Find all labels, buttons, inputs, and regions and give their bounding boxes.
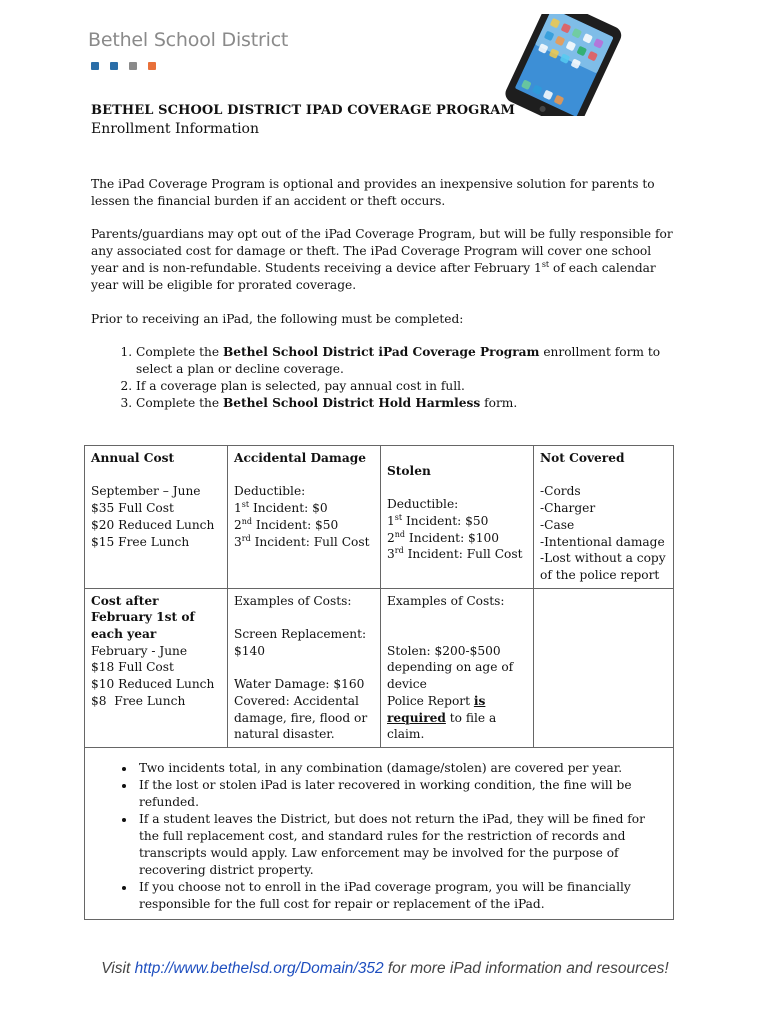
- steps-list: [91, 344, 684, 412]
- annual-cost-cell: Annual Cost September – June $35 Full Cost $20 Reduced Lunch $15 Free Lunch: [85, 446, 228, 589]
- logo-square-4: [148, 62, 156, 70]
- list-item: • If you choose not to enroll in the iPad coverage program, you will be financially responsible for the full cost for repair or replacement of the iPad.: [136, 879, 667, 913]
- notes-list: [91, 760, 667, 913]
- footer: Visit http://www.bethelsd.org/Domain/352 for more iPad information and resources!: [101, 960, 669, 977]
- accidental-examples-cell: Examples of Costs: Screen Replacement: $140 Water Damage: $160 Covered: Accidental damage, fire, flood or natural disaster.: [228, 588, 381, 747]
- table-row: [85, 446, 674, 589]
- logo-square-2: [110, 62, 118, 70]
- not-covered-cell: Not Covered -Cords -Charger -Case -Intentional damage -Lost without a copy of the police report: [534, 446, 674, 589]
- district-logo-text: Bethel School District: [88, 29, 289, 51]
- list-item: • Two incidents total, in any combination (damage/stolen) are covered per year.: [136, 760, 667, 777]
- stolen-deductible-cell: Stolen Deductible: 1st Incident: $50 2nd Incident: $100 3rd Incident: Full Cost: [381, 446, 534, 589]
- intro-paragraph: The iPad Coverage Program is optional and provides an inexpensive solution for parents to lessen the financial burden if an accident or theft occurs.: [91, 177, 655, 208]
- step-item: 2. If a coverage plan is selected, pay annual cost in full.: [136, 378, 684, 395]
- notes-cell: [85, 747, 674, 919]
- logo-square-1: [91, 62, 99, 70]
- logo-square-3: [129, 62, 137, 70]
- step-item: 1. Complete the Bethel School District iPad Coverage Program enrollment form to select a plan or decline coverage.: [136, 344, 684, 378]
- table-row: [85, 588, 674, 747]
- document-subtitle: Enrollment Information: [91, 121, 259, 137]
- list-item: • If a student leaves the District, but does not return the iPad, they will be fined for the full replacement cost, and standard rules for the restriction of records and transcripts would apply. Law enforcement may be involved for the purpose of recovering district property.: [136, 811, 667, 879]
- table-row: [85, 747, 674, 919]
- opt-out-paragraph: Parents/guardians may opt out of the iPad Coverage Program, but will be fully responsible for any associated cost for damage or theft. The iPad Coverage Program will cover one school year and is non‐refundable. Students receiving a device after February 1st of each calendar year will be eligible for prorated coverage.: [91, 227, 673, 292]
- after-february-cell: Cost after February 1st of each year February - June $18 Full Cost $10 Reduced Lunch $8 Free Lunch: [85, 588, 228, 747]
- stolen-examples-cell: Examples of Costs: Stolen: $200-$500 depending on age of device Police Report is required to file a claim.: [381, 588, 534, 747]
- document-title: BETHEL SCHOOL DISTRICT IPAD COVERAGE PROGRAM: [91, 103, 515, 118]
- ipad-illustration: [500, 14, 625, 116]
- resources-link[interactable]: http://www.bethelsd.org/Domain/352: [134, 960, 384, 977]
- list-item: • If the lost or stolen iPad is later recovered in working condition, the fine will be refunded.: [136, 777, 667, 811]
- prerequisite-paragraph: Prior to receiving an iPad, the following must be completed:: [91, 312, 464, 326]
- step-item: 3. Complete the Bethel School District Hold Harmless form.: [136, 395, 684, 412]
- empty-cell: [534, 588, 674, 747]
- coverage-table: [84, 445, 674, 920]
- accidental-deductible-cell: Accidental Damage Deductible: 1st Incident: $0 2nd Incident: $50 3rd Incident: Full Cost: [228, 446, 381, 589]
